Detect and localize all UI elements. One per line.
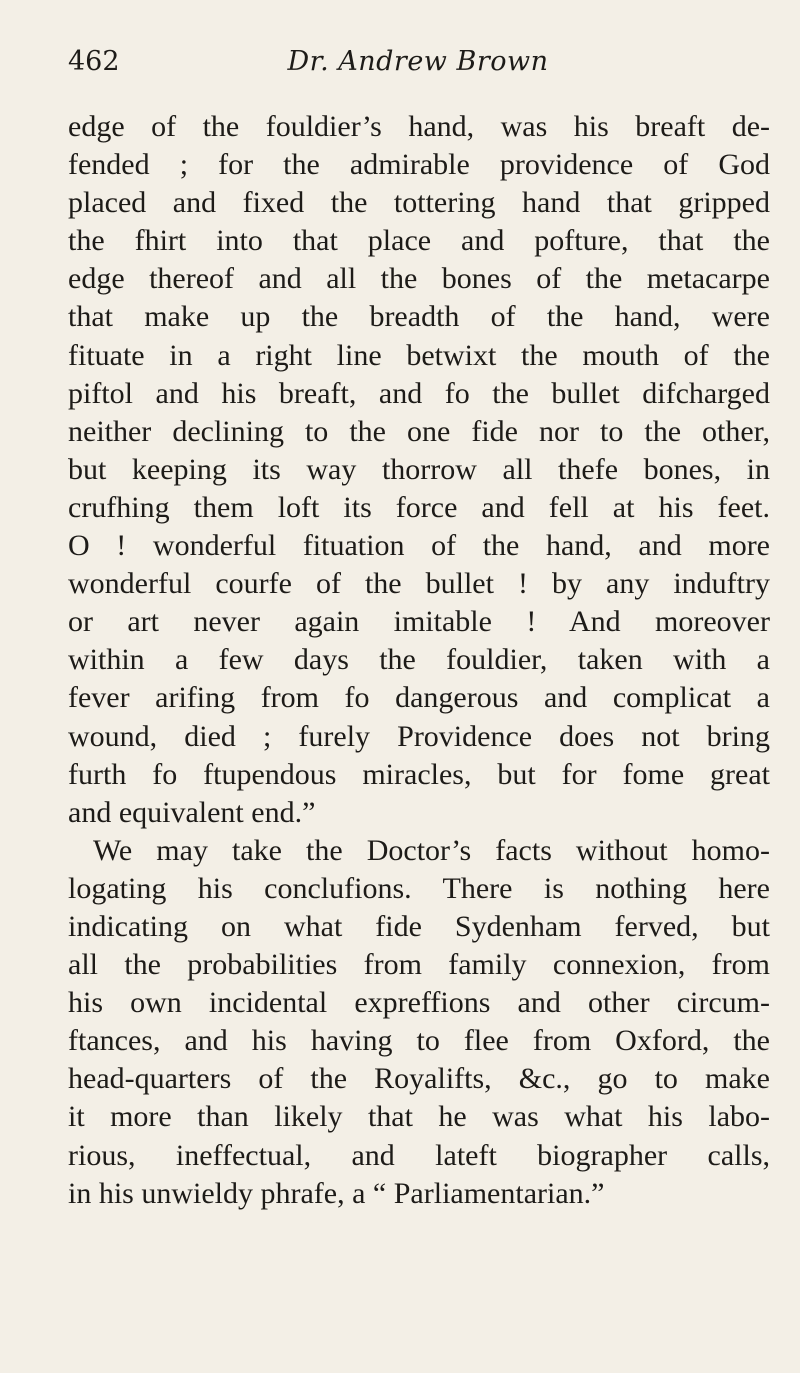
text-line: in his unwieldy phrafe, a “ Parliamentarian.” [68,1176,605,1210]
text-line: wonderful courfe of the bullet ! by any induftry [68,567,770,601]
text-line: his own incidental expreffions and other circum- [68,986,770,1020]
text-line: fever arifing from fo dangerous and complicat a [68,681,770,715]
text-line: indicating on what fide Sydenham ferved, but [68,909,770,943]
text-line: We may take the Doctor’s facts without homo- [93,833,770,867]
text-line: wound, died ; furely Providence does not bring [68,719,770,753]
text-line: and equivalent end.” [68,795,316,829]
text-line: placed and fixed the tottering hand that gripped [68,186,770,220]
text-line: O ! wonderful fituation of the hand, and more [68,529,770,563]
text-line: logating his conclufions. There is nothing here [68,871,770,905]
text-line: or art never again imitable ! And moreover [68,605,770,639]
paragraph [68,832,770,1213]
text-line: the fhirt into that place and pofture, that the [68,224,770,258]
text-line: neither declining to the one fide nor to the other, [68,414,770,448]
body-text [68,108,770,1213]
text-line: it more than likely that he was what his labo- [68,1100,770,1134]
running-title: Dr. Andrew Brown [287,46,549,77]
text-line: that make up the breadth of the hand, were [68,300,770,334]
text-line: all the probabilities from family connexion, from [68,948,770,982]
page-number: 462 [68,46,120,77]
text-line: within a few days the fouldier, taken with a [68,643,770,677]
text-line: rious, ineffectual, and lateft biographer calls, [68,1138,770,1172]
text-line: fituate in a right line betwixt the mouth of the [68,338,770,372]
text-line: but keeping its way thorrow all thefe bones, in [68,452,770,486]
text-line: crufhing them loft its force and fell at his feet. [68,490,770,524]
text-line: head-quarters of the Royalifts, &c., go to make [68,1062,770,1096]
text-line: fended ; for the admirable providence of God [68,148,770,182]
page-header [68,42,768,82]
paragraph [68,108,770,832]
text-line: furth fo ftupendous miracles, but for fome great [68,757,770,791]
text-line: piftol and his breaft, and fo the bullet difcharged [68,376,770,410]
text-line: edge thereof and all the bones of the metacarpe [68,262,770,296]
text-line: edge of the fouldier’s hand, was his breaft de- [68,110,770,143]
text-line: ftances, and his having to flee from Oxford, the [68,1024,770,1058]
